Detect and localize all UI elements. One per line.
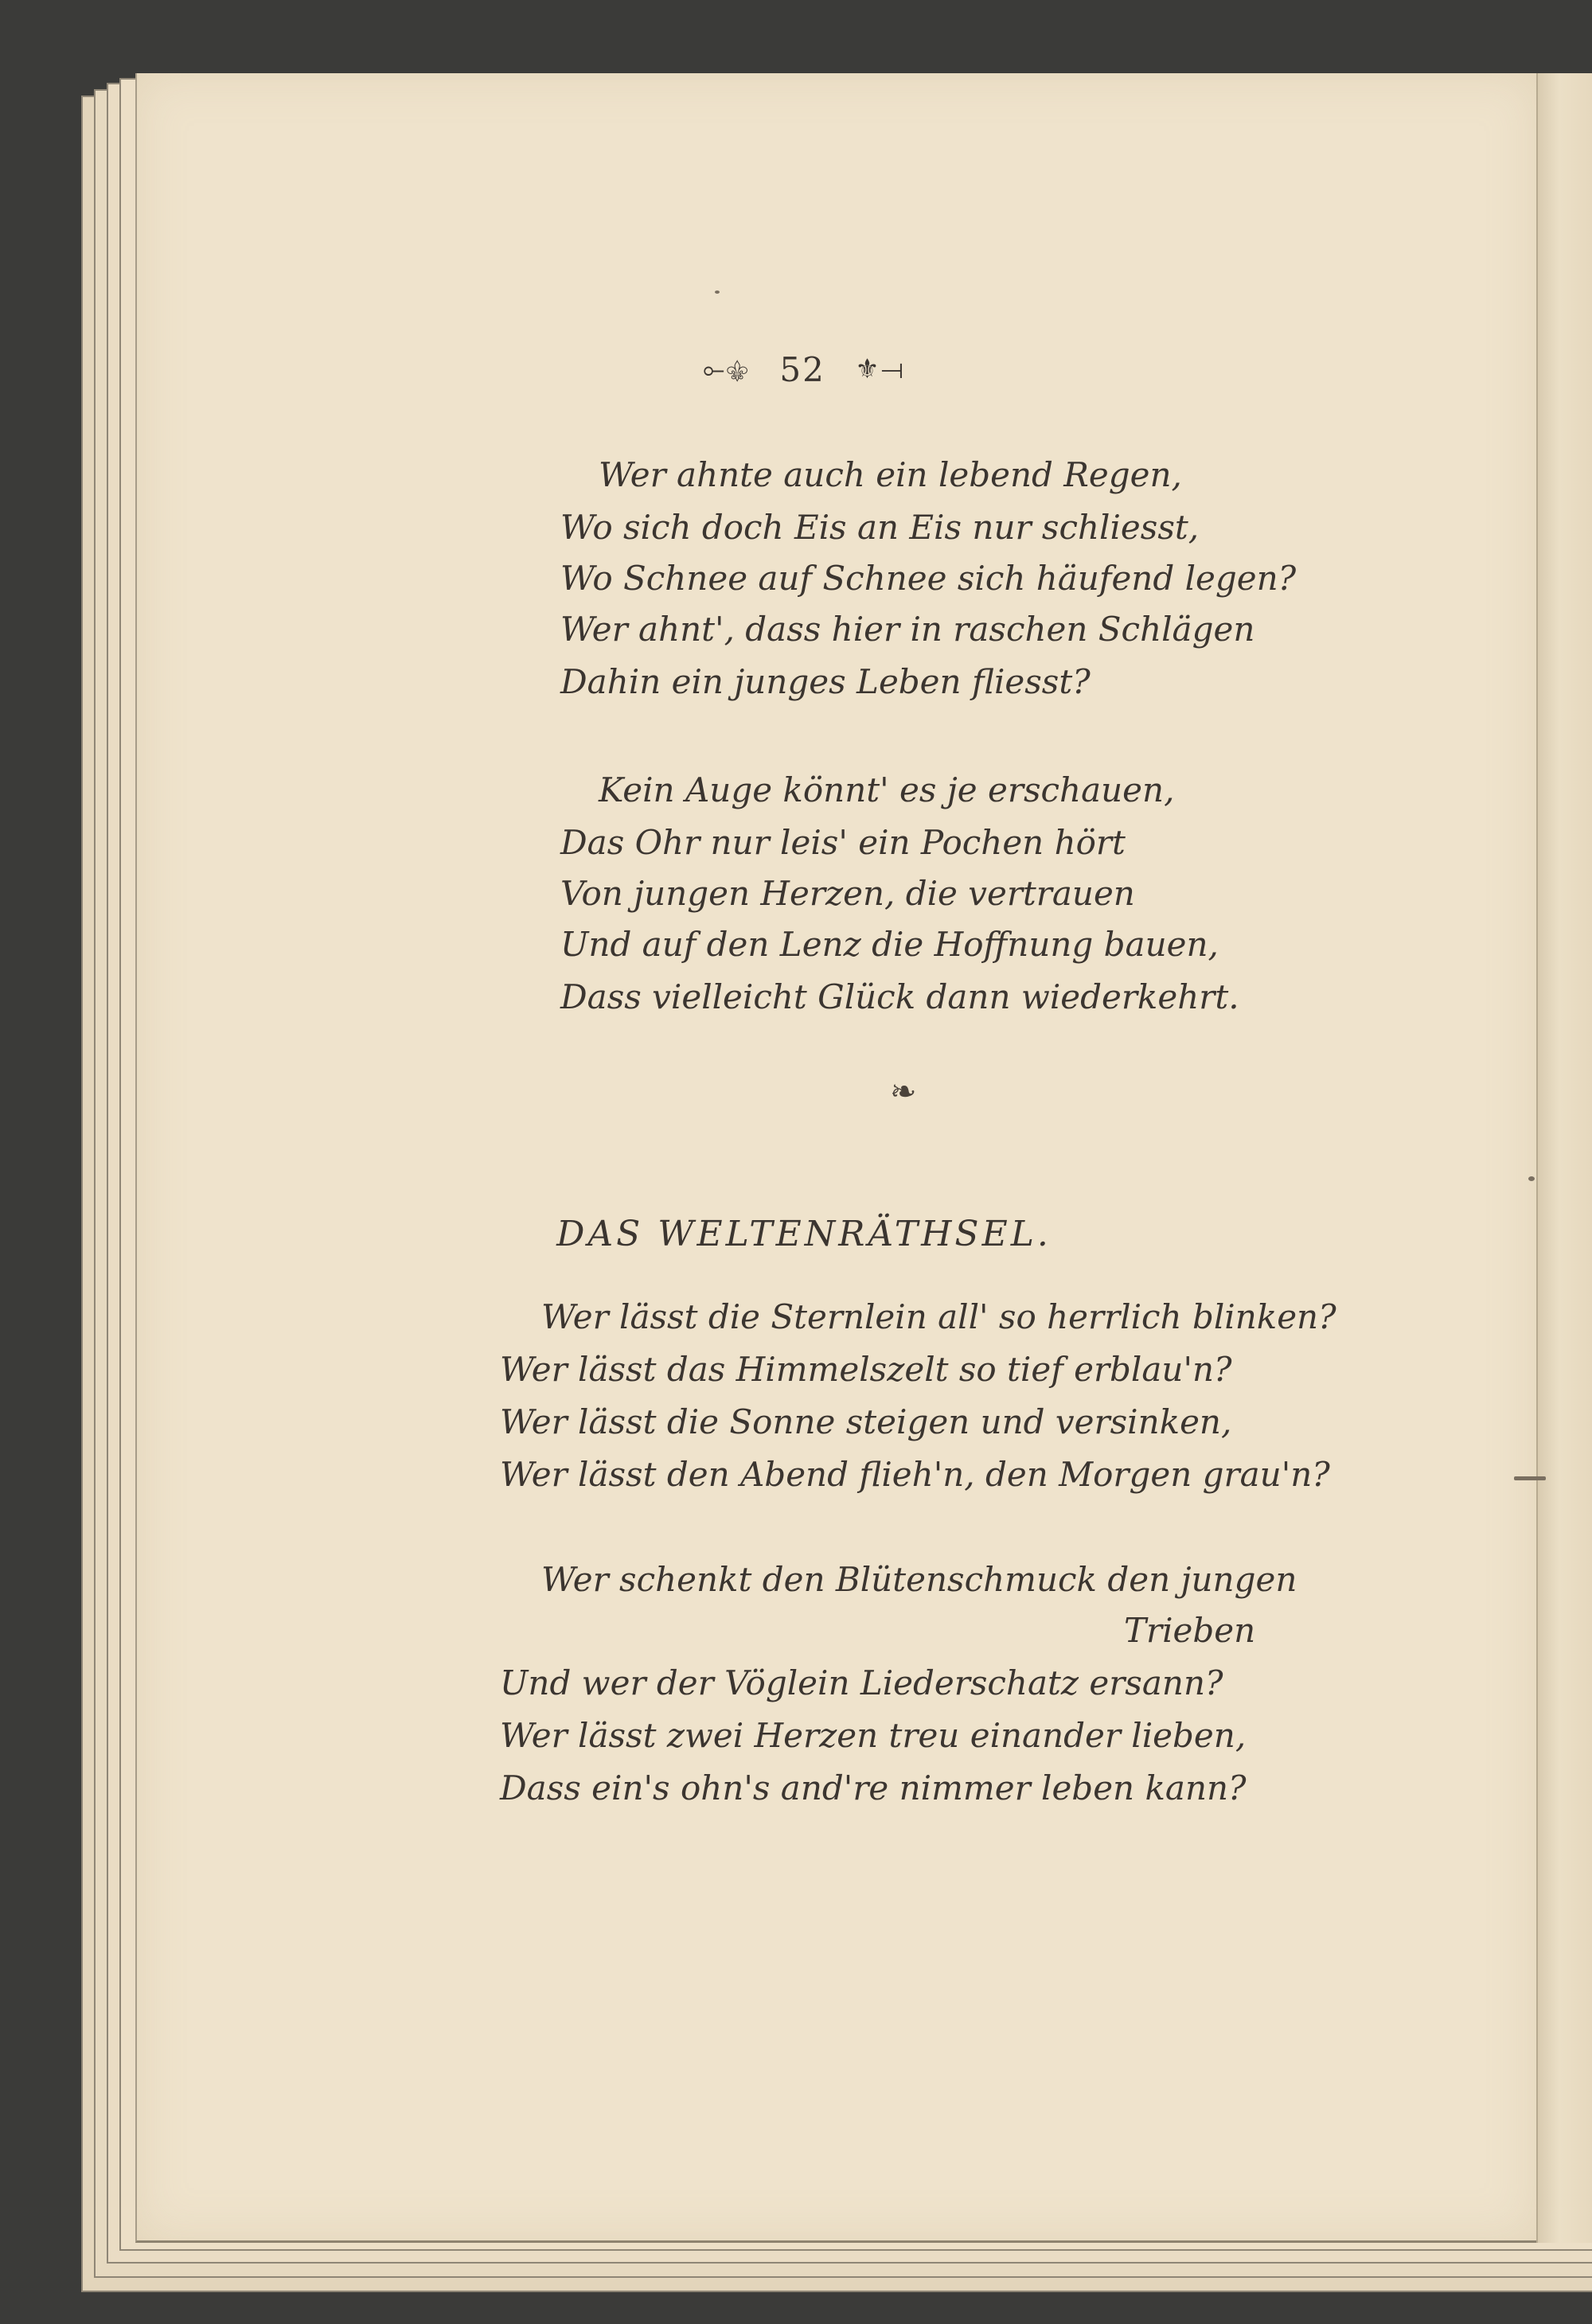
header-ornament-right: ⚜⟞ xyxy=(855,353,905,385)
paper-speck xyxy=(715,290,720,294)
verse-line: Wo sich doch Eis an Eis nur schliesst, xyxy=(560,508,1200,547)
verse-line: Wo Schnee auf Schnee sich häufend legen? xyxy=(560,559,1297,598)
verse-line: Wer lässt die Sonne steigen und versinken, xyxy=(500,1402,1232,1441)
page-number: 52 xyxy=(779,350,825,389)
header-ornament-left: ⟜⚜ xyxy=(703,353,751,385)
section-divider-ornament: ❧ xyxy=(890,1074,917,1109)
verse-line: Dahin ein junges Leben fliesst? xyxy=(560,662,1091,701)
verse-line: Wer ahnte auch ein lebend Regen, xyxy=(599,455,1182,494)
verse-line: Dass ein's ohn's and're nimmer leben kann? xyxy=(500,1768,1247,1807)
paper-mark xyxy=(1514,1476,1546,1480)
verse-line: Dass vielleicht Glück dann wiederkehrt. xyxy=(560,977,1239,1016)
facing-page-gutter xyxy=(1536,73,1592,2243)
verse-line: Wer lässt die Sternlein all' so herrlich blinken? xyxy=(541,1297,1336,1336)
verse-line: Wer schenkt den Blütenschmuck den jungen xyxy=(541,1560,1297,1599)
verse-line: Wer lässt den Abend flieh'n, den Morgen grau'n? xyxy=(500,1455,1330,1494)
verse-line-continuation: Trieben xyxy=(1124,1611,1256,1650)
verse-line: Wer ahnt', dass hier in raschen Schlägen xyxy=(560,610,1255,649)
verse-line: Und wer der Vöglein Liederschatz ersann? xyxy=(500,1663,1223,1702)
verse-line: Wer lässt zwei Herzen treu einander lieben, xyxy=(500,1716,1247,1755)
book-page xyxy=(135,73,1536,2243)
verse-line: Wer lässt das Himmelszelt so tief erblau'n? xyxy=(500,1350,1232,1389)
poem-title: DAS WELTENRÄTHSEL. xyxy=(556,1214,1052,1254)
verse-line: Kein Auge könnt' es je erschauen, xyxy=(599,770,1175,809)
page-header xyxy=(685,350,923,389)
verse-line: Von jungen Herzen, die vertrauen xyxy=(560,874,1135,913)
verse-line: Das Ohr nur leis' ein Pochen hört xyxy=(560,823,1126,862)
paper-speck xyxy=(1528,1176,1535,1181)
verse-line: Und auf den Lenz die Hoffnung bauen, xyxy=(560,925,1219,964)
